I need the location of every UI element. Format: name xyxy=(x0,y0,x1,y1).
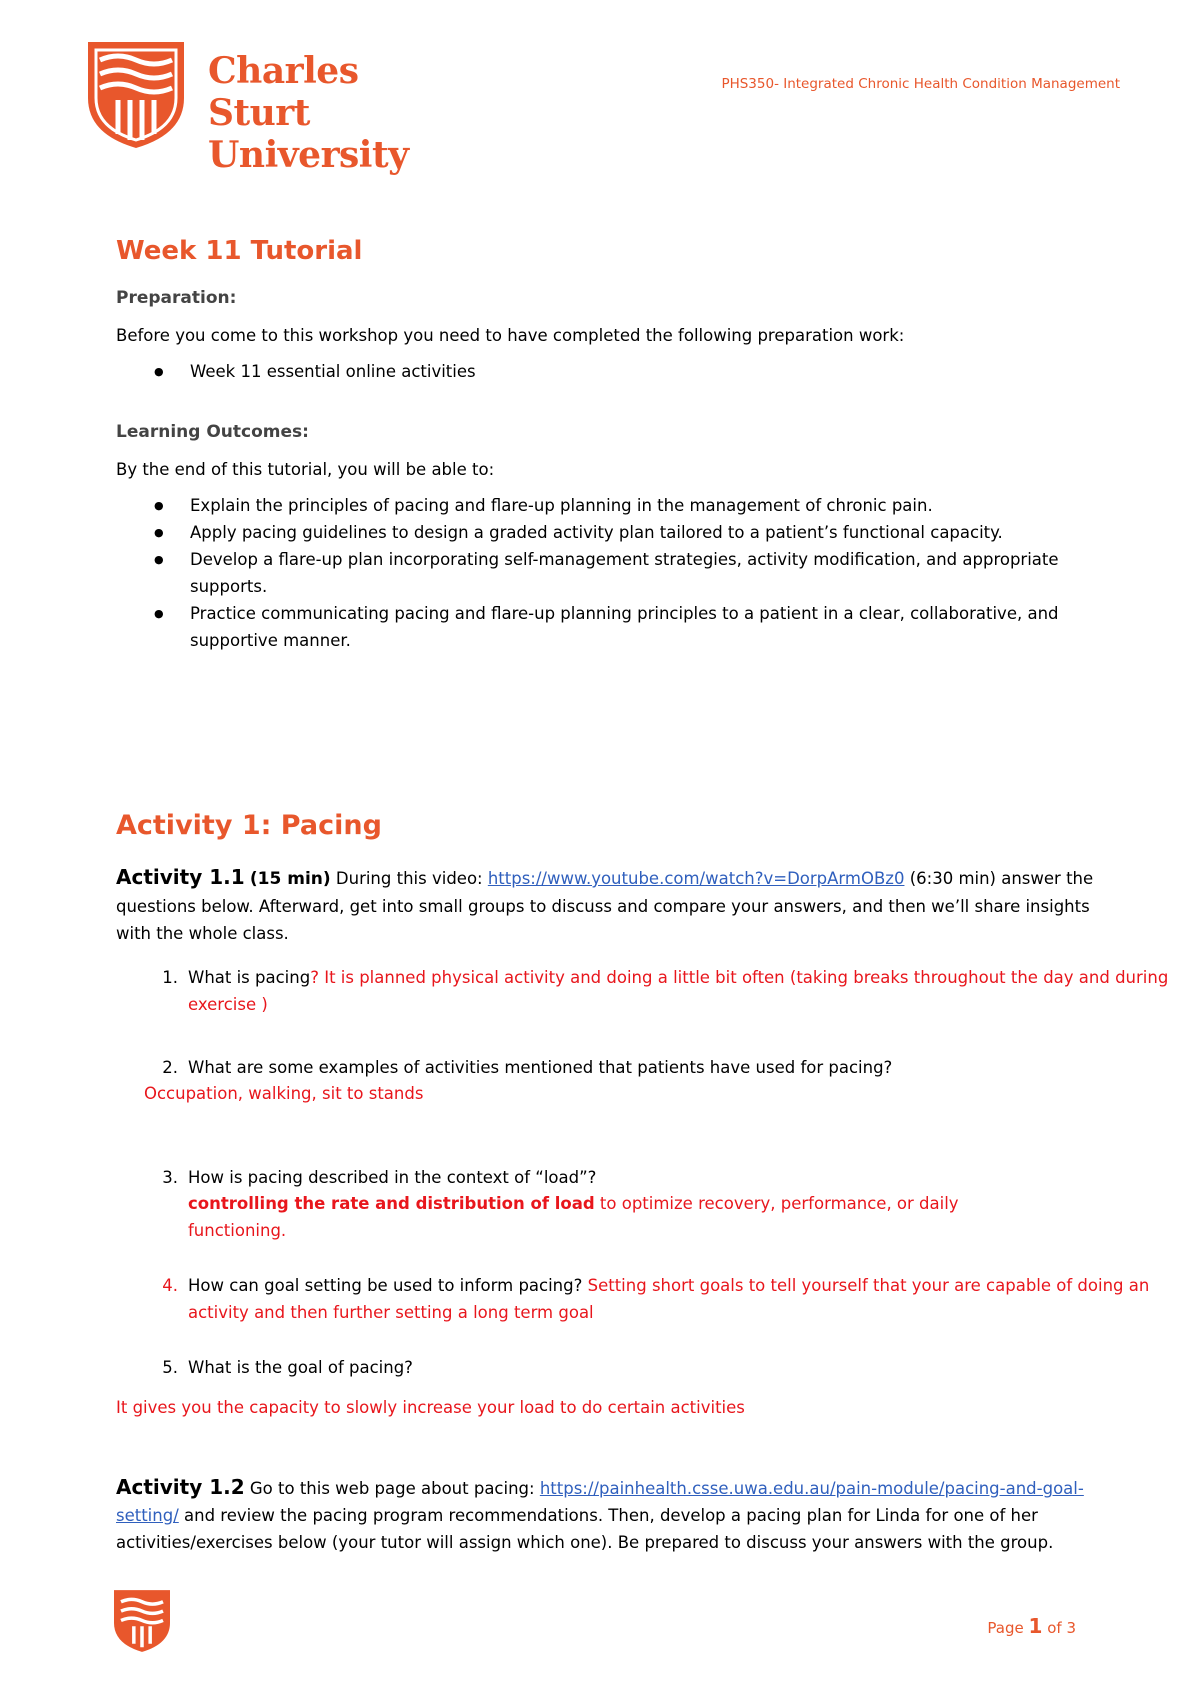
list-item: ● Explain the principles of pacing and flare-up planning in the management of chronic pain. xyxy=(144,492,1084,519)
activity-1-1-label: Activity 1.1 xyxy=(116,865,245,889)
preparation-heading: Preparation: xyxy=(116,288,237,308)
answer-2: Occupation, walking, sit to stands xyxy=(144,1084,424,1103)
question-2 xyxy=(116,1054,1178,1081)
activity-1-2-intro: Go to this web page about pacing: xyxy=(249,1479,535,1498)
activity-1-1-duration: (15 min) xyxy=(249,869,331,889)
question-5 xyxy=(116,1354,1178,1381)
question-text: What is the goal of pacing? xyxy=(188,1358,413,1377)
learning-outcomes-intro: By the end of this tutorial, you will be able to: xyxy=(116,460,495,479)
list-item: ● Apply pacing guidelines to design a graded activity plan tailored to a patient’s functional capacity. xyxy=(144,519,1084,546)
question-text: What are some examples of activities mentioned that patients have used for pacing? xyxy=(188,1058,893,1077)
question-text: How can goal setting be used to inform pacing? xyxy=(188,1276,583,1295)
page-total: of 3 xyxy=(1047,1619,1076,1637)
question-4 xyxy=(116,1272,1178,1326)
list-item: ● Week 11 essential online activities xyxy=(144,358,1084,385)
list-item: ● Practice communicating pacing and flare-up planning principles to a patient in a clear, collaborative, and supportive manner. xyxy=(144,600,1084,654)
activity-1-1-intro: During this video: xyxy=(335,869,483,888)
activity-1-2-instructions: and review the pacing program recommendations. Then, develop a pacing plan for Linda for one of her activities/exercises below (your tutor will assign which one). Be prepared to discuss your answers with the group. xyxy=(116,1506,1054,1552)
answer-5: It gives you the capacity to slowly increase your load to do certain activities xyxy=(116,1398,745,1417)
logo-line-2: University xyxy=(208,134,409,176)
question-number: 1. xyxy=(162,968,178,987)
logo-wordmark xyxy=(208,50,468,176)
answer-text: to optimize recovery, performance, or daily functioning. xyxy=(188,1194,959,1240)
learning-outcomes-heading: Learning Outcomes: xyxy=(116,422,309,442)
question-number: 2. xyxy=(162,1058,178,1077)
course-header: PHS350- Integrated Chronic Health Condition Management xyxy=(721,76,1120,92)
activity-1-1-text xyxy=(116,864,1096,947)
footer-logo xyxy=(114,1588,170,1654)
page-title: Week 11 Tutorial xyxy=(116,236,363,266)
page-number xyxy=(987,1614,1076,1638)
preparation-list xyxy=(144,358,1084,385)
question-number: 5. xyxy=(162,1358,178,1377)
logo-line-1: Charles Sturt xyxy=(208,50,359,134)
page-label: Page xyxy=(987,1619,1024,1637)
learning-outcomes-list xyxy=(144,492,1084,654)
university-logo xyxy=(88,42,468,176)
answer-3 xyxy=(188,1190,1048,1244)
activity-1-1-instructions: (6:30 min) answer the questions below. Afterward, get into small groups to discuss and compare your answers, and then we’ll share insights with the whole class. xyxy=(116,869,1094,943)
page-current: 1 xyxy=(1028,1614,1043,1638)
answer-text: Setting short goals to tell yourself that your are capable of doing an activity and then further setting a long term goal xyxy=(188,1276,1150,1322)
question-number: 3. xyxy=(162,1168,178,1187)
list-item: ● Develop a flare-up plan incorporating self-management strategies, activity modification, and appropriate supports. xyxy=(144,546,1084,600)
answer-bold: controlling the rate and distribution of load xyxy=(188,1194,595,1213)
answer-text: ? It is planned physical activity and doing a little bit often (taking breaks throughout the day and during exercise ) xyxy=(188,968,1169,1014)
shield-icon xyxy=(114,1588,170,1654)
question-text: How is pacing described in the context of “load”? xyxy=(188,1168,597,1187)
question-1 xyxy=(116,964,1178,1018)
video-link[interactable]: https://www.youtube.com/watch?v=DorpArmOBz0 xyxy=(487,869,905,888)
activity-1-2-label: Activity 1.2 xyxy=(116,1475,245,1499)
question-number: 4. xyxy=(162,1276,178,1295)
activity-1-heading: Activity 1: Pacing xyxy=(116,810,382,841)
pacing-web-link[interactable]: https://painhealth.csse.uwa.edu.au/pain-module/pacing-and-goal-setting/ xyxy=(116,1479,1084,1525)
activity-1-2-text xyxy=(116,1474,1096,1556)
preparation-intro: Before you come to this workshop you need to have completed the following preparation work: xyxy=(116,326,905,345)
shield-icon xyxy=(88,42,184,148)
question-text: What is pacing xyxy=(188,968,311,987)
question-3 xyxy=(116,1164,1178,1191)
